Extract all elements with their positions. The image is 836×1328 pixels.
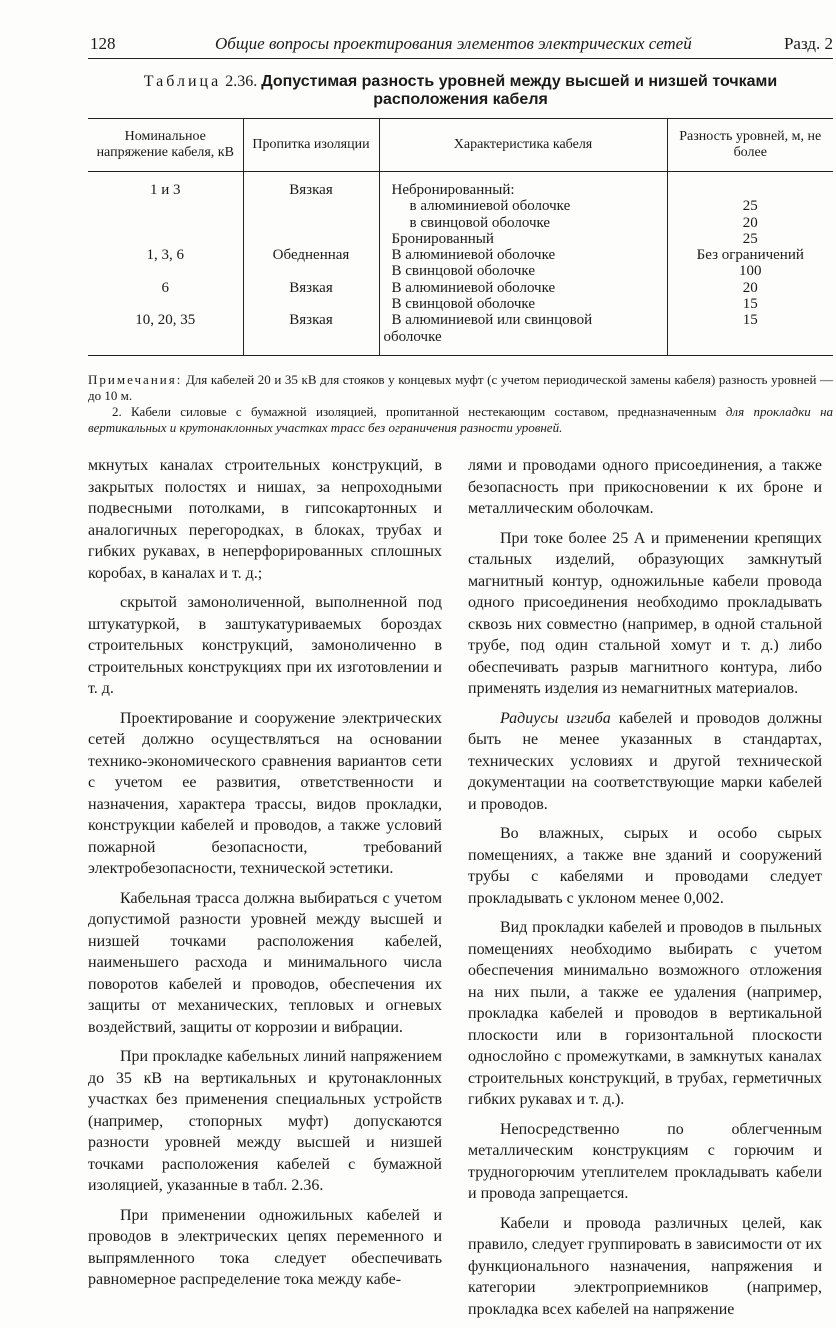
voltage-cell: 10, 20, 35 xyxy=(88,312,243,355)
level-difference-cell xyxy=(667,312,833,355)
characteristic-line: в свинцовой оболочке xyxy=(409,214,551,231)
characteristic-cell xyxy=(379,172,667,248)
characteristic-line: В свинцовой оболочке xyxy=(391,296,535,313)
italic-term: Радиусы изгиба xyxy=(500,709,611,727)
level-difference-cell xyxy=(667,247,833,280)
paragraph: скрытой замоноличенной, выполненной под штукатуркой, в заштукатуриваемых бороздах строительных конструкций, замоноличенно в строительных конструкциях при их изготовлении и т. д. xyxy=(88,594,442,697)
running-title: Общие вопросы проектирования элементов электрических сетей xyxy=(215,34,692,53)
characteristic-cell xyxy=(379,312,667,355)
table-note-1 xyxy=(88,372,833,404)
table-caption xyxy=(88,73,833,109)
header-rule xyxy=(88,58,833,59)
table-note-2 xyxy=(88,404,833,436)
table-row xyxy=(88,312,833,355)
characteristic-line: В алюминиевой оболочке xyxy=(391,247,556,264)
paragraph: Кабели и провода различных целей, как правило, следует группировать в зависимости от их функционального назначения, напряжения и категории электроприемников (например, прокладка всех кабелей на напряжение xyxy=(468,1214,822,1318)
impregnation-cell: Обедненная xyxy=(243,247,379,280)
table-number: 2.36. xyxy=(225,73,258,90)
section-label: Разд. 2 xyxy=(783,34,833,53)
characteristic-line: В свинцовой оболочке xyxy=(391,263,535,280)
characteristic-line: в алюминиевой оболочке xyxy=(409,198,571,215)
header-impregnation: Пропитка изоляции xyxy=(243,119,379,172)
header-characteristic: Характеристика кабеля xyxy=(379,119,667,172)
note-2-text: 2. Кабели силовые с бумажной изоляцией, пропитанной нестекающим составом, предназначенным xyxy=(112,404,717,419)
value-line: 20 xyxy=(742,279,758,296)
header-level-difference: Разность уровней, м, не более xyxy=(667,119,833,172)
paragraph xyxy=(468,708,822,816)
characteristic-line: оболочке xyxy=(383,328,442,345)
note-1-text: Для кабелей 20 и 35 кВ для стояков у концевых муфт (с учетом периодической замены кабеля) разность уровней — до 10 м. xyxy=(88,372,833,403)
table-row xyxy=(88,247,833,280)
paragraph: При применении одножильных кабелей и проводов в электрических цепях переменного и выпрямленного тока следует обеспечивать равномерное распределение тока между кабе- xyxy=(88,1206,442,1288)
paragraph: Во влажных, сырых и особо сырых помещениях, а также вне зданий и сооружений трубы с кабелями и проводами следует прокладывать с уклоном менее 0,002. xyxy=(468,825,822,907)
impregnation-cell: Вязкая xyxy=(243,172,379,248)
paragraph: При токе более 25 А и применении крепящих стальных изделий, образующих замкнутый магнитный контур, одножильные кабели провода одного присоединения необходимо прокладывать сквозь них совместно (например, в одной стальной трубе, под один стальной хомут и т. д.) либо обеспечивать разрыв магнитного контура, либо применять изделия из немагнитных материалов. xyxy=(468,529,822,697)
characteristic-cell xyxy=(379,280,667,313)
voltage-cell: 1 и 3 xyxy=(149,182,181,198)
paragraph: Кабельная трасса должна выбираться с учетом допустимой разности уровней между высшей и низшей точками расположения кабелей, наименьшего расхода и минимального числа поворотов кабелей и проводов, обеспечения их защиты от механических, тепловых и огневых воздействий, защиты от коррозии и вибрации. xyxy=(88,889,442,1036)
value-line: 100 xyxy=(739,263,762,280)
voltage-cell: 6 xyxy=(161,279,169,296)
characteristic-line: Небронированный: xyxy=(391,182,515,198)
characteristic-cell xyxy=(379,247,667,280)
page-number: 128 xyxy=(90,34,116,53)
level-difference-cell xyxy=(667,280,833,313)
paragraph: Непосредственно по облегченным металлическим конструкциям с горючим и трудногорючим утеплителем прокладывать кабели и провода запрещается. xyxy=(468,1120,822,1202)
header-voltage: Номинальное напряжение кабеля, кВ xyxy=(88,119,243,172)
paragraph: Вид прокладки кабелей и проводов в пыльных помещениях необходимо выбирать с учетом обеспечения минимально возможного отложения на них пыли, а также ее удаления (например, прокладка кабелей и проводов в вертикальной плоскости или в горизонтальной плоскости однослойно с промежутками, в замкнутых каналах строительных конструкций, в трубах, герметичных гибких рукавах и т. д.). xyxy=(468,919,822,1108)
table-label: Таблица xyxy=(143,73,222,90)
value-line: 20 xyxy=(742,214,758,231)
right-text-column xyxy=(468,455,822,1328)
cable-level-table xyxy=(88,118,833,356)
value-line: Без ограничений xyxy=(696,247,804,264)
paragraph: лями и проводами одного присоединения, а также безопасность при прикосновении к их броне и металлическим оболочкам. xyxy=(468,457,822,517)
characteristic-line: В алюминиевой оболочке xyxy=(391,279,556,296)
notes-label: Примечания: xyxy=(88,372,183,387)
characteristic-line: Бронированный xyxy=(391,230,494,247)
table-notes xyxy=(88,372,833,436)
value-line: 25 xyxy=(742,230,758,247)
table-row xyxy=(88,172,833,248)
note-2-text-italic: для прокладки на вертикальных и крутонаклонных участках трасс без ограничения разности уровней. xyxy=(88,404,834,435)
value-line: 25 xyxy=(742,198,758,215)
impregnation-cell: Вязкая xyxy=(243,312,379,355)
value-line xyxy=(672,182,830,198)
page-header xyxy=(88,30,833,60)
paragraph: При прокладке кабельных линий напряжением до 35 кВ на вертикальных и крутонаклонных участках без применения специальных устройств (например, стопорных муфт) допускаются разности уровней между высшей и низшей точками расположения кабелей с бумажной изоляцией, указанные в табл. 2.36. xyxy=(88,1048,442,1194)
characteristic-line: В алюминиевой или свинцовой xyxy=(391,312,593,329)
paragraph: мкнутых каналах строительных конструкций, в закрытых полостях и нишах, за непроходными подвесными потолками, в гипсокартонных и аналогичных перегородках, в блоках, трубах и гибких рукавах, в неперфорированных сплошных коробах, в каналах и т. д.; xyxy=(88,457,442,582)
impregnation-cell: Вязкая xyxy=(243,280,379,313)
left-text-column xyxy=(88,455,442,1299)
value-line: 15 xyxy=(742,296,758,313)
value-line: 15 xyxy=(742,312,758,329)
level-difference-cell xyxy=(667,172,833,248)
paragraph-text: кабелей и проводов должны быть не менее указанных в стандартах, технических условиях и другой технической документации на соответствующие марки кабелей и проводов. xyxy=(468,709,822,813)
table-header-row xyxy=(88,119,833,172)
table-title: Допустимая разность уровней между высшей и низшей точками расположения кабеля xyxy=(261,73,778,108)
voltage-cell: 1, 3, 6 xyxy=(146,247,184,264)
table-row xyxy=(88,280,833,313)
paragraph: Проектирование и сооружение электрических сетей должно осуществляться на основании технико-экономического сравнения вариантов сети с учетом ее развития, ответственности и назначения, характера трассы, видов прокладки, конструкции кабелей и проводов, а также условий пожарной безопасности, требований электробезопасности, технической эстетики. xyxy=(88,709,442,877)
